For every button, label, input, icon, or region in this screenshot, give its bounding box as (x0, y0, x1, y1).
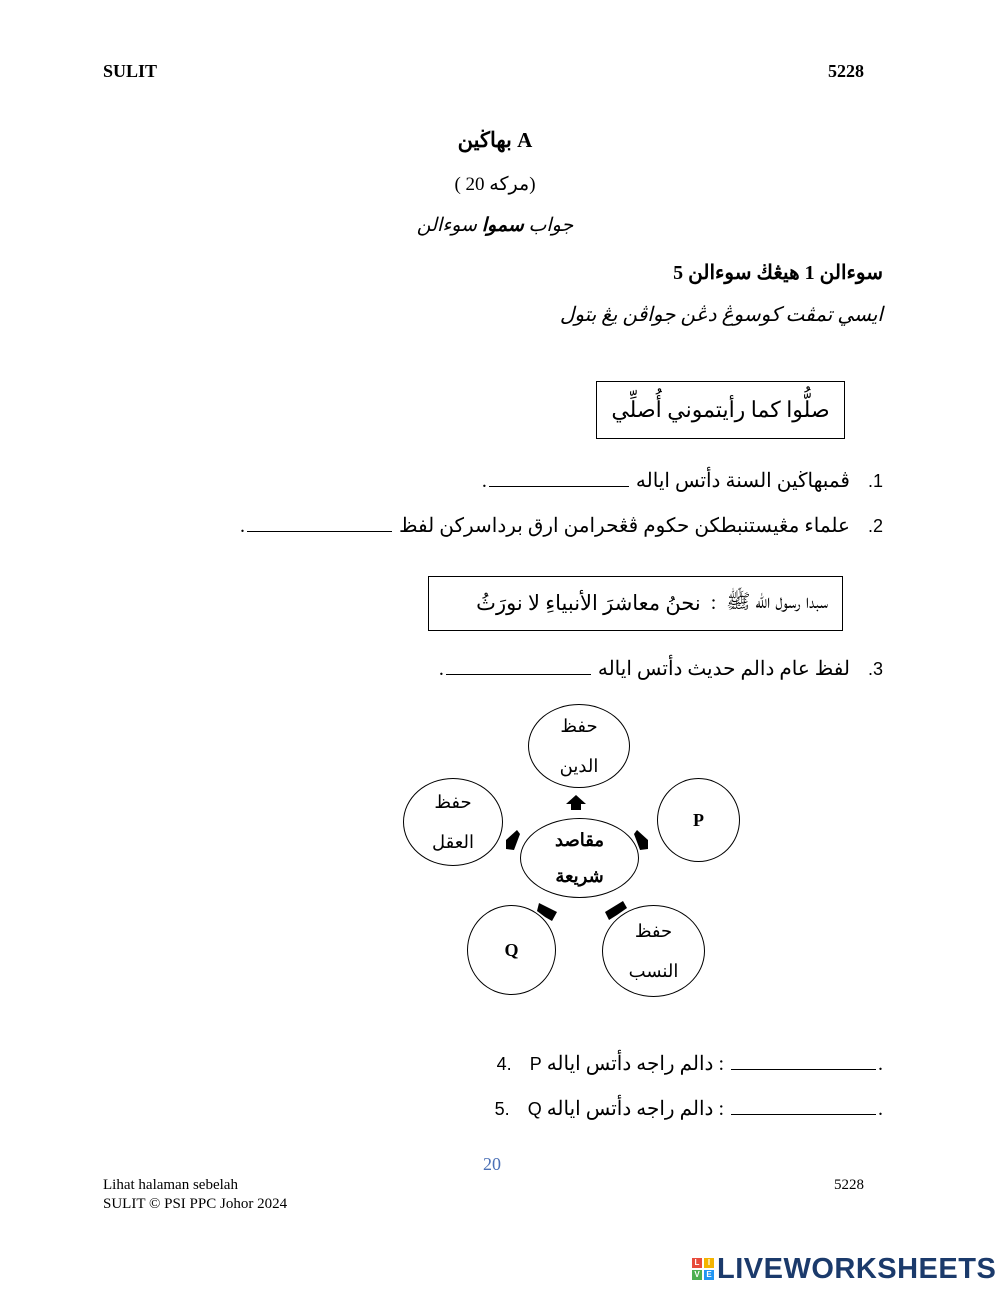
arrow-up-icon (566, 795, 586, 810)
node-center (520, 818, 639, 898)
instruction-post: سوءالن (416, 215, 477, 236)
quote-box-2 (428, 576, 843, 631)
node-left (403, 778, 503, 866)
question-3 (439, 656, 883, 681)
question-1 (482, 468, 883, 493)
question-4 (497, 1051, 883, 1076)
node-top-line1: حفظ (560, 716, 598, 736)
answer-blank-3[interactable] (446, 673, 591, 675)
question-4-text: دالم راجه دأتس اياله : (546, 1053, 724, 1075)
arrow-left-icon (506, 830, 520, 850)
node-bottom-left-label: Q (504, 940, 519, 960)
question-4-end: . (878, 1053, 883, 1075)
answer-blank-1[interactable] (489, 485, 629, 487)
question-3-number: 3. (867, 659, 883, 679)
node-left-line1: حفظ (434, 792, 472, 812)
quote-2-colon: : (710, 592, 717, 614)
footer-left-line1: Lihat halaman sebelah (103, 1177, 238, 1193)
question-4-number: 4. (496, 1054, 512, 1074)
quote-2-text: نحنُ معاشرَ الأنبياءِ لا نورَثُ (476, 591, 701, 615)
instruction-pre: جواب (528, 215, 574, 236)
quote-1-text: صلُّوا كما رأيتموني أُصلِّي (611, 397, 830, 422)
node-center-line2: شريعة (555, 866, 604, 886)
question-1-number: 1. (867, 471, 883, 491)
node-center-line1: مقاصد (555, 830, 604, 850)
node-left-line2: العقل (432, 832, 474, 852)
brand-name: LIVEWORKSHEETS (717, 1252, 997, 1285)
logo-letter-v: V (692, 1270, 702, 1280)
question-1-text: ڤمبهاڬين السنة دأتس اياله (635, 470, 850, 492)
quote-2-prefix: سبدا رسول الله ﷺ (726, 591, 828, 613)
node-bottom-right (602, 905, 705, 997)
question-heading: سوءالن 1 هيڠڬ سوءالن 5 (673, 262, 883, 284)
logo-letter-l: L (692, 1258, 702, 1268)
header-left: SULIT (103, 61, 158, 81)
question-5-text: دالم راجه دأتس اياله : (546, 1098, 724, 1120)
node-bottom-left (467, 905, 556, 995)
instruction-bold: سموا (481, 215, 524, 236)
question-2-number: 2. (867, 516, 883, 536)
page-number: 20 (483, 1154, 501, 1174)
question-3-end: . (438, 658, 444, 680)
question-2-end: . (240, 515, 246, 537)
liveworksheets-brand (692, 1253, 996, 1285)
section-title: بهاڬين A (457, 128, 533, 152)
node-top (528, 704, 630, 788)
footer-right: 5228 (834, 1177, 864, 1193)
footer-left-line2: SULIT © PSI PPC Johor 2024 (103, 1196, 288, 1212)
question-5-letter: Q (527, 1099, 542, 1119)
question-instruction: ايسي تمڤت کوسوڠ دڠن جواڤن يڠ بتول (559, 304, 883, 326)
brand-logo-icon (692, 1258, 714, 1280)
question-5-number: 5. (494, 1099, 510, 1119)
logo-letter-e: E (704, 1270, 714, 1280)
node-top-line2: الدين (559, 756, 599, 776)
question-5-end: . (878, 1098, 883, 1120)
node-right-label: P (693, 810, 704, 830)
node-right (657, 778, 740, 862)
node-bottom-right-line1: حفظ (634, 921, 673, 941)
question-3-text: لفظ عام دالم حديث دأتس اياله (597, 658, 850, 680)
node-bottom-right-line2: النسب (628, 961, 679, 981)
question-2-text: علماء مڠيستنبطکن حکوم ڤڠحرامن ارق برداسرکن لفظ (399, 515, 850, 537)
question-1-end: . (481, 470, 487, 492)
question-2 (240, 513, 883, 538)
section-instruction (300, 214, 690, 237)
logo-letter-i: I (704, 1258, 714, 1268)
section-marks: ( 20 مرکه) (454, 174, 536, 195)
answer-blank-4[interactable] (731, 1068, 876, 1070)
answer-blank-5[interactable] (731, 1113, 876, 1115)
question-4-letter: P (529, 1054, 542, 1074)
question-5 (495, 1096, 883, 1121)
maqasid-diagram (400, 700, 740, 1000)
quote-box-1 (596, 381, 845, 439)
header-right: 5228 (828, 61, 864, 81)
answer-blank-2[interactable] (247, 530, 392, 532)
